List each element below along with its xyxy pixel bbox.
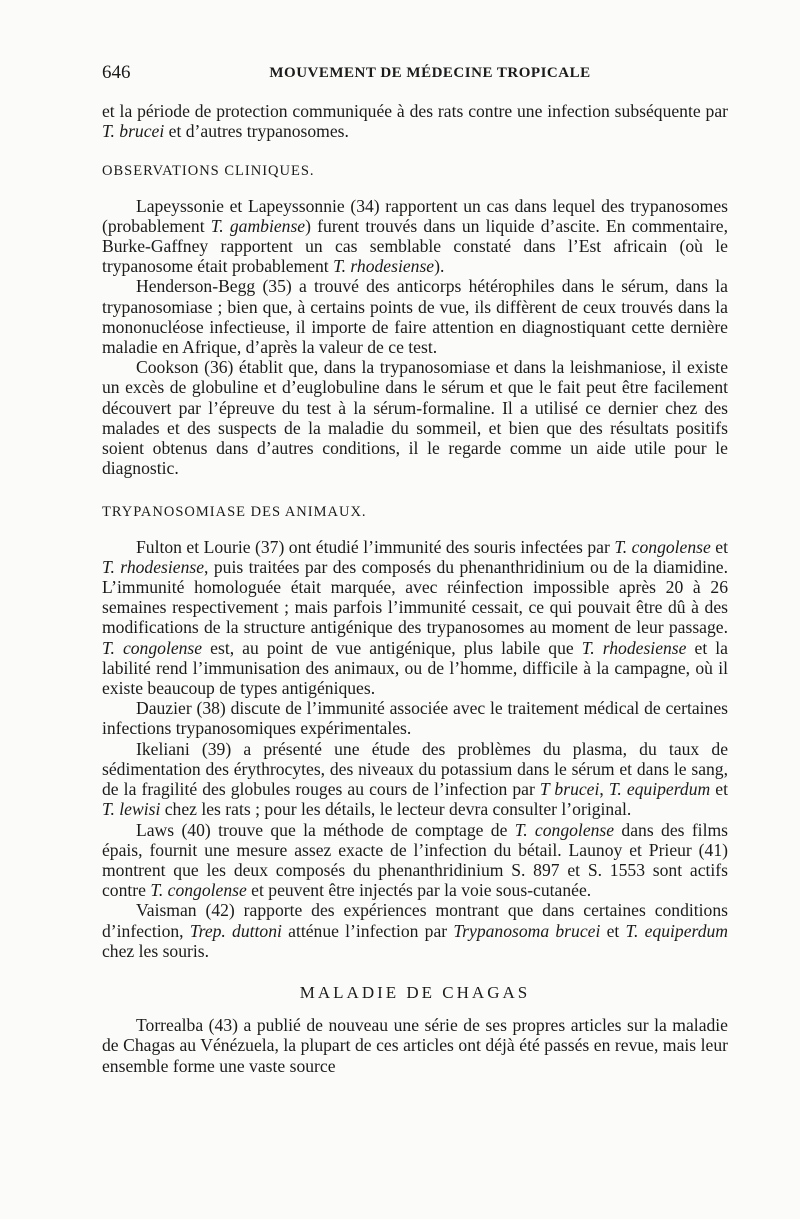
paragraph-cookson: Cookson (36) établit que, dans la trypanosomiase et dans la leishmaniose, il existe un excès de globuline et d’euglobuline dans le sérum et que le fait peut être facilement découvert par l’épreuve du test à la sérum-formaline. Il a utilisé ce dernier chez des malades et des suspects de la maladie du sommeil, et bien que des résultats positifs soient obtenus dans d’autres conditions, il le regarde comme un aide utile pour le diagnostic. [102,357,728,479]
paragraph-ikeliani: Ikeliani (39) a présenté une étude des problèmes du plasma, du taux de sédimentation des érythrocytes, des niveaux du potassium dans le sérum et dans le sang, de la fragilité des globules rouges au cours de l’infection par T brucei, T. equiperdum et T. lewisi chez les rats ; pour les détails, le lecteur devra consulter l’original. [102,738,729,820]
paragraph-vaisman: Vaisman (42) rapporte des expériences montrant que dans certaines conditions d’infection, Trep. duttoni atténue l’infection par Trypanosoma brucei et T. equiperdum chez les souris. [102,900,728,961]
paragraph-laws: Laws (40) trouve que la méthode de comptage de T. congolense dans des films épais, fournit une mesure assez exacte de l’infection du bétail. Launoy et Prieur (41) montrent que les deux composés du phenanthridinium S. 897 et S. 1553 sont actifs contre T. congolense et peuvent être injectés par la voie sous-cutanée. [102,819,728,901]
paragraph-dauzier: Dauzier (38) discute de l’immunité associée avec le traitement médical de certaines infections trypanosomiques expérimentales. [102,698,728,739]
page-number: 646 [102,62,131,83]
page-header [102,62,728,88]
paragraph-henderson-begg: Henderson-Begg (35) a trouvé des anticorps hétérophiles dans le sérum, dans la trypanosomiase ; bien que, à certains points de vue, ils diffèrent de ceux trouvés dans la mononucléose infectieuse, il importe de faire attention en diagnostiquant cette dernière maladie en Afrique, d’après la valeur de ce test. [102,276,728,358]
paragraph-torrealba: Torrealba (43) a publié de nouveau une série de ses propres articles sur la maladie de Chagas au Vénézuela, la plupart de ces articles ont déjà été passés en revue, mais leur ensemble forme une vaste source [102,1015,728,1076]
page-body [102,101,728,1076]
paragraph-continuation: et la période de protection communiquée à des rats contre une infection subséquente par T. brucei et d’autres trypanosomes. [102,101,728,142]
running-title: MOUVEMENT DE MÉDECINE TROPICALE [269,65,591,81]
section-heading-animals: TRYPANOSOMIASE DES ANIMAUX. [102,504,367,521]
paragraph-lapeyssonie: Lapeyssonie et Lapeyssonnie (34) rapportent un cas dans lequel des trypanosomes (probablement T. gambiense) furent trouvés dans un liquide d’ascite. En commentaire, Burke-Gaffney rapportent un cas semblable constaté dans l’Est africain (où le trypanosome était probablement T. rhodesiense). [102,195,728,277]
section-heading-clinical: OBSERVATIONS CLINIQUES. [102,163,315,180]
section-heading-chagas: MALADIE DE CHAGAS [299,982,531,1002]
paragraph-fulton-lourie: Fulton et Lourie (37) ont étudié l’immunité des souris infectées par T. congolense et T. rhodesiense, puis traitées par des composés du phenanthridinium ou de la diamidine. L’immunité homologuée était marquée, avec réinfection impossible après 20 à 26 semaines respectivement ; mais parfois l’immunité cessait, ce qui pouvait être dû à des modifications de la structure antigénique des trypanosomes au moment de leur passage. T. congolense est, au point de vue antigénique, plus labile que T. rhodesiense et la labilité rend l’immunisation des animaux, ou de l’homme, difficile à la campagne, où il existe beaucoup de types antigéniques. [102,536,729,699]
